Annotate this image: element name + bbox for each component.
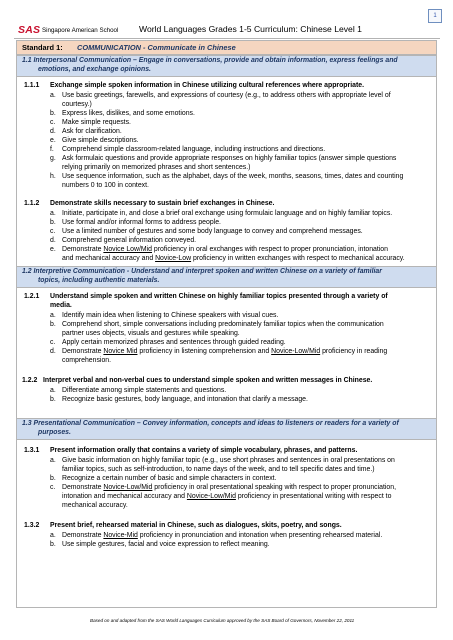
benchmark-title: Exchange simple spoken information in Chinese utilizing cultural references where appropriate. [50, 82, 364, 89]
text-run: proficiency in oral exchanges with respect to proper pronunciation, intonation [152, 246, 388, 253]
text-run: proficiency in listening comprehension and [137, 348, 272, 355]
text-run: Demonstrate [62, 246, 104, 253]
benchmark-number: 1.3.1 [24, 447, 40, 454]
item-letter: c. [50, 484, 56, 491]
item-text [62, 483, 396, 492]
item-letter: b. [50, 475, 56, 482]
text-run: proficiency in pronunciation and intonation when presenting rehearsed material. [137, 532, 383, 539]
document-title: World Languages Grades 1-5 Curriculum: Chinese Level 1 [139, 24, 362, 34]
item-text: Identify main idea when listening to Chinese speakers with visual cues. [62, 312, 279, 319]
item-letter: a. [50, 387, 56, 394]
item-letter: h. [50, 173, 56, 180]
header-divider [14, 38, 440, 39]
item-text-cont: familiar topics, such as self-introduction, to name days of the week, and to tell specific dates and time.) [62, 466, 375, 473]
school-name: Singapore American School [42, 27, 119, 34]
benchmark-title: Present information orally that contains a variety of simple vocabulary, phrases, and patterns. [50, 447, 358, 454]
item-text-cont [62, 254, 405, 263]
item-text-cont: numbers 0 to 100 in context. [62, 182, 149, 189]
benchmark-title: Interpret verbal and non-verbal cues to understand simple spoken and written messages in Chinese. [43, 377, 373, 384]
benchmark-number: 1.3.2 [24, 522, 40, 529]
benchmark-number: 1.1.2 [24, 200, 40, 207]
benchmark-title-cont: media. [50, 302, 72, 309]
proficiency-level: Novice-Mid [103, 532, 138, 539]
item-letter: c. [50, 228, 56, 235]
item-letter: b. [50, 110, 56, 117]
item-letter: a. [50, 532, 56, 539]
benchmark-number: 1.2.1 [24, 293, 40, 300]
proficiency-level: Novice-Low/Mid [271, 348, 321, 355]
item-text-cont: relying primarily on memorized phrases and short sentences.) [62, 164, 251, 171]
item-text: Differentiate among simple statements and questions. [62, 387, 227, 394]
section-1-1-heading: 1.1 Interpersonal Communication – Engage in conversations, provide and obtain information, express feelings and [22, 57, 398, 64]
standard-label: Standard 1: [22, 43, 63, 52]
text-run: proficiency in reading [320, 348, 388, 355]
text-run: proficiency in oral presentational speaking with respect to proper pronunciation, [152, 484, 396, 491]
item-letter: a. [50, 210, 56, 217]
text-run: Demonstrate [62, 348, 104, 355]
benchmark-number: 1.2.2 [22, 377, 38, 384]
item-text: Use a limited number of gestures and some body language to convey and comprehend messages. [62, 228, 363, 235]
item-text: Use basic greetings, farewells, and expressions of courtesy (e.g., to address others with appropriate level of [62, 92, 391, 99]
item-text: Comprehend short, simple conversations including predominately familiar topics when the communication [62, 321, 384, 328]
benchmark-number: 1.1.1 [24, 82, 40, 89]
item-text: Comprehend simple classroom-related language, including instructions and directions. [62, 146, 326, 153]
benchmark-title: Understand simple spoken and written Chinese on highly familiar topics presented through a variety of [50, 293, 388, 300]
benchmark-title: Demonstrate skills necessary to sustain brief exchanges in Chinese. [50, 200, 275, 207]
item-text-cont [62, 492, 391, 501]
item-letter: b. [50, 219, 56, 226]
item-letter: g. [50, 155, 56, 162]
item-text: Make simple requests. [62, 119, 131, 126]
item-text: Apply certain memorized phrases and sentences through guided reading. [62, 339, 286, 346]
benchmark-title: Present brief, rehearsed material in Chinese, such as dialogues, skits, poetry, and songs. [50, 522, 342, 529]
sas-logo: SAS [18, 24, 41, 36]
item-text: Ask formulaic questions and provide appropriate responses on highly familiar topics (answer simple questions [62, 155, 397, 162]
section-1-2-heading: 1.2 Interpretive Communication - Understand and interpret spoken and written Chinese on a variety of familiar [22, 268, 382, 275]
item-letter: f. [50, 146, 54, 153]
item-text: Use formal and/or informal forms to address people. [62, 219, 221, 226]
proficiency-level: Novice-Low/Mid [103, 484, 153, 491]
item-text-cont: comprehension. [62, 357, 112, 364]
section-1-3-heading: 1.3 Presentational Communication – Convey information, concepts and ideas to listeners or readers for a variety of [22, 420, 399, 427]
text-run: Demonstrate [62, 484, 104, 491]
section-1-3-heading-cont: purposes. [38, 429, 71, 436]
item-letter: b. [50, 396, 56, 403]
item-letter: e. [50, 137, 56, 144]
item-letter: b. [50, 541, 56, 548]
item-text: Recognize a certain number of basic and simple characters in context. [62, 475, 277, 482]
page-footer: Based on and adapted from the SAS World Languages Curriculum approved by the SAS Board of Governors, November 22, 2011 [90, 618, 355, 623]
item-text-cont: courtesy.) [62, 101, 92, 108]
item-letter: a. [50, 92, 56, 99]
item-text: Give simple descriptions. [62, 137, 139, 144]
standard-title: COMMUNICATION - Communicate in Chinese [77, 43, 236, 52]
item-text: Comprehend general information conveyed. [62, 237, 197, 244]
item-letter: d. [50, 348, 56, 355]
item-letter: a. [50, 457, 56, 464]
section-1-2-heading-cont: topics, including authentic materials. [38, 277, 160, 284]
proficiency-level: Novice-Low [155, 255, 192, 262]
text-run: proficiency in written exchanges with respect to mechanical accuracy. [191, 255, 405, 262]
item-text: Ask for clarification. [62, 128, 122, 135]
item-text: Use sequence information, such as the alphabet, days of the week, months, seasons, times, dates and counting [62, 173, 404, 180]
item-letter: a. [50, 312, 56, 319]
item-letter: e. [50, 246, 56, 253]
proficiency-level: Novice-Low/Mid [186, 493, 236, 500]
item-text [62, 347, 387, 356]
item-text [62, 245, 388, 254]
text-run: intonation and mechanical accuracy and [62, 493, 187, 500]
proficiency-level: Novice Mid [103, 348, 138, 355]
text-run: Demonstrate [62, 532, 104, 539]
item-letter: d. [50, 128, 56, 135]
item-letter: c. [50, 119, 56, 126]
item-text: Use simple gestures, facial and voice expression to reflect meaning. [62, 541, 270, 548]
item-letter: c. [50, 339, 56, 346]
item-text [62, 531, 382, 540]
item-text: Recognize basic gestures, body language, and intonation that clarify a message. [62, 396, 308, 403]
item-text: Initiate, participate in, and close a brief oral exchange using formulaic language and on highly familiar topics. [62, 210, 393, 217]
text-run: and mechanical accuracy and [62, 255, 156, 262]
item-text: Express likes, dislikes, and some emotions. [62, 110, 195, 117]
proficiency-level: Novice Low/Mid [103, 246, 153, 253]
page-number: 1 [428, 9, 442, 23]
item-text: Give basic information on highly familiar topic (e.g., use short phrases and sentences in oral presentations on [62, 457, 395, 464]
text-run: proficiency in presentational writing with respect to [235, 493, 392, 500]
item-letter: b. [50, 321, 56, 328]
section-1-1-heading-cont: emotions, and exchange opinions. [38, 66, 151, 73]
item-text-cont: mechanical accuracy. [62, 502, 128, 509]
item-text-cont: partner uses objects, visuals and gestures while speaking. [62, 330, 240, 337]
item-letter: d. [50, 237, 56, 244]
